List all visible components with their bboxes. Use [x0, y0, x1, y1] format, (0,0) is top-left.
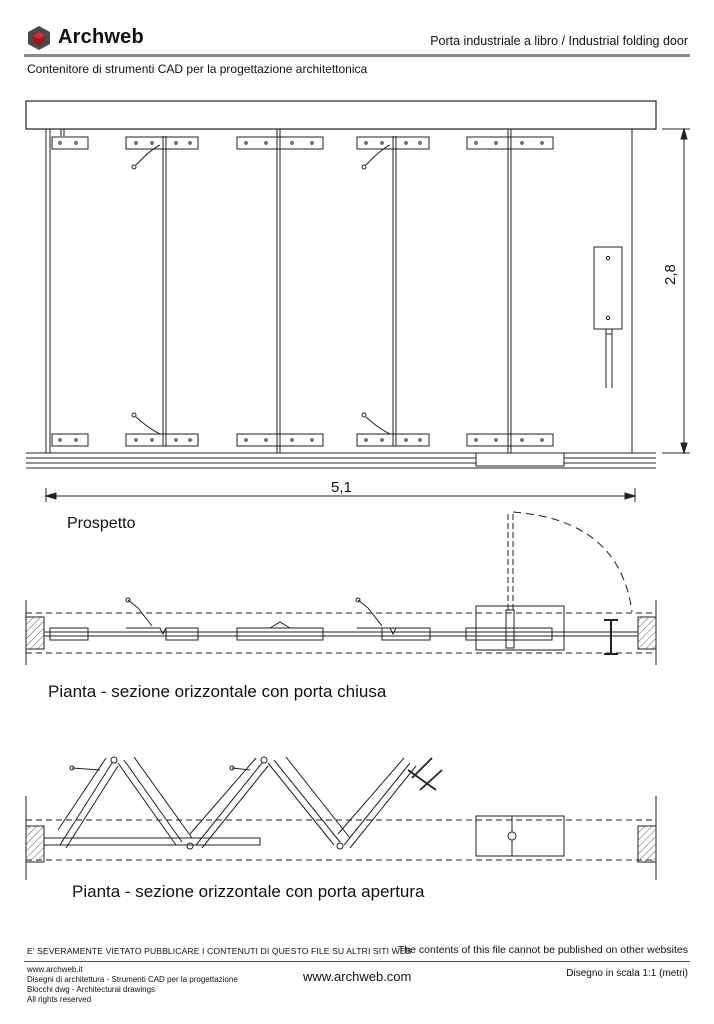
height-dimension: 2,8 — [662, 264, 679, 285]
plan-open-label: Pianta - sezione orizzontale con porta apertura — [72, 882, 425, 901]
drawing-title: Porta industriale a libro / Industrial folding door — [430, 34, 688, 48]
plan-closed-label: Pianta - sezione orizzontale con porta chiusa — [48, 682, 387, 701]
warning-italian: E' SEVERAMENTE VIETATO PUBBLICARE I CONTENUTI DI QUESTO FILE SU ALTRI SITI WEB — [27, 946, 412, 956]
drawing-scale: Disegno in scala 1:1 (metri) — [566, 968, 688, 979]
hinge-plates-top — [52, 137, 553, 169]
hinge-plates-bottom — [52, 413, 553, 446]
plan-open-view — [26, 757, 656, 880]
elevation-view — [26, 101, 690, 502]
footer-divider — [24, 961, 690, 962]
elevation-label: Prospetto — [67, 515, 136, 532]
site-subtitle: Contenitore di strumenti CAD per la progettazione architettonica — [27, 62, 368, 76]
brand-name: Archweb — [58, 26, 144, 48]
width-dimension: 5,1 — [331, 479, 352, 496]
footer-url-link[interactable]: www.archweb.com — [303, 969, 412, 984]
warning-english: The contents of this file cannot be published on other websites — [397, 944, 688, 956]
plan-closed-view — [26, 512, 656, 665]
footer-credits — [27, 965, 238, 1005]
footer-line: Disegni di architettura - Strumenti CAD per la progettazione — [27, 975, 238, 984]
footer-line: Blocchi dwg - Architectural drawings — [27, 985, 156, 994]
footer-line[interactable]: www.archweb.it — [27, 965, 83, 974]
footer-line: All rights reserved — [27, 995, 92, 1004]
